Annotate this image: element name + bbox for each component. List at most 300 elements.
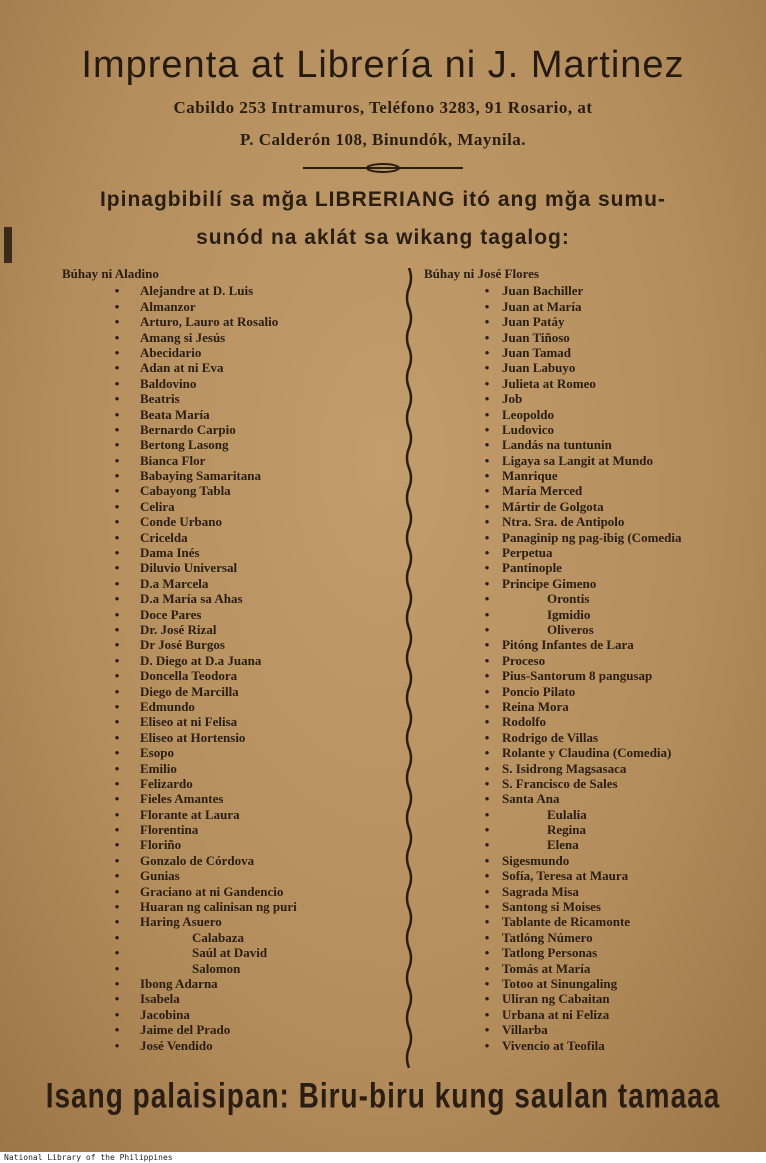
book-title: Jacobina — [140, 1006, 190, 1022]
list-item — [424, 730, 764, 745]
list-item — [62, 1007, 392, 1022]
bullet-icon: • — [114, 391, 120, 407]
book-title: Tatlóng Número — [502, 929, 593, 945]
list-item — [62, 453, 392, 468]
book-title: Saúl at David — [192, 945, 268, 961]
book-title: Tomás at María — [502, 960, 591, 976]
book-title: Cricelda — [140, 529, 188, 545]
list-item — [62, 914, 392, 929]
book-title: Tatlong Personas — [502, 945, 598, 961]
book-title: Alejandre at D. Luis — [140, 283, 254, 299]
list-item — [62, 930, 392, 945]
page-title: Imprenta at Librería ni J. Martinez — [81, 44, 685, 86]
book-title: Bianca Flor — [140, 452, 206, 468]
book-title: Cabayong Tabla — [140, 483, 231, 499]
bullet-icon: • — [114, 775, 120, 791]
footer-motto: Isang palaisipan: Biru-biru kung saulan tamaaa — [45, 1076, 721, 1115]
left-column-header: Búhay ni Aladino — [62, 266, 159, 281]
bullet-icon: • — [114, 1037, 120, 1053]
list-item — [424, 360, 764, 375]
book-title: Pitóng Infantes de Lara — [502, 637, 634, 653]
bullet-icon: • — [484, 344, 490, 360]
bullet-icon: • — [484, 622, 490, 637]
book-title: Juan Bachiller — [502, 283, 584, 299]
list-item — [62, 991, 392, 1006]
bullet-icon: • — [484, 1006, 490, 1022]
list-item — [424, 653, 764, 668]
book-title: Huaran ng calinisan ng puri — [140, 899, 297, 915]
bullet-icon: • — [484, 452, 490, 468]
book-title: Manrique — [502, 468, 558, 484]
list-item — [62, 560, 392, 575]
book-title: Eliseo at Hortensio — [140, 729, 246, 745]
book-title: Job — [502, 391, 523, 407]
list-item — [62, 714, 392, 729]
bullet-icon: • — [114, 483, 120, 499]
book-title: Conde Urbano — [140, 514, 222, 530]
book-title: María Merced — [502, 483, 583, 499]
book-title: Dr. José Rizal — [140, 622, 217, 637]
list-item — [424, 1038, 764, 1053]
book-title: Juan Labuyo — [502, 360, 576, 376]
book-title: Sigesmundo — [502, 852, 570, 868]
book-title: Proceso — [502, 652, 546, 668]
bullet-icon: • — [114, 729, 120, 745]
book-title: Panaginip ng pag-ibig (Comedia — [502, 529, 682, 545]
list-item — [424, 422, 764, 437]
book-title: Salomon — [192, 960, 241, 976]
book-title: Rodrigo de Villas — [502, 729, 599, 745]
bullet-icon: • — [114, 545, 120, 561]
list-item — [424, 914, 764, 929]
book-title: Dama Inés — [140, 545, 200, 561]
bullet-icon: • — [484, 945, 490, 961]
bullet-icon: • — [484, 406, 490, 422]
bullet-icon: • — [114, 452, 120, 468]
bullet-icon: • — [114, 360, 120, 376]
bullet-icon: • — [484, 1037, 490, 1053]
list-item — [424, 560, 764, 575]
book-title: Poncio Pilato — [502, 683, 576, 699]
book-title: Graciano at ni Gandencio — [140, 883, 284, 899]
list-item — [424, 376, 764, 391]
list-item — [424, 314, 764, 329]
book-title: Regina — [547, 822, 586, 838]
list-item — [62, 945, 392, 960]
list-item — [62, 837, 392, 852]
list-item — [62, 391, 392, 406]
bullet-icon: • — [484, 545, 490, 561]
list-item — [424, 283, 764, 298]
bullet-icon: • — [114, 1006, 120, 1022]
bullet-icon: • — [484, 868, 490, 884]
bullet-icon: • — [484, 714, 490, 730]
bullet-icon: • — [114, 683, 120, 699]
list-item — [424, 699, 764, 714]
bullet-icon: • — [114, 498, 120, 514]
book-title: Tablante de Ricamonte — [502, 914, 631, 930]
list-item — [62, 899, 392, 914]
book-title: Ibong Adarna — [140, 975, 218, 991]
list-item — [62, 345, 392, 360]
list-item — [424, 299, 764, 314]
bullet-icon: • — [114, 868, 120, 884]
bullet-icon: • — [484, 314, 490, 330]
book-title: Principe Gimeno — [502, 575, 597, 591]
list-item — [424, 622, 764, 637]
book-title: Sofía, Teresa at Maura — [502, 868, 629, 884]
book-title: Beata María — [140, 406, 210, 422]
bullet-icon: • — [114, 852, 120, 868]
list-item — [62, 745, 392, 760]
list-item — [424, 468, 764, 483]
book-title: Villarba — [502, 1022, 548, 1038]
bullet-icon: • — [114, 298, 120, 314]
list-item — [424, 884, 764, 899]
bullet-icon: • — [484, 391, 490, 407]
bullet-icon: • — [114, 652, 120, 668]
book-title: Beatris — [140, 391, 180, 407]
bullet-icon: • — [484, 529, 490, 545]
list-item — [62, 514, 392, 529]
right-column — [424, 266, 764, 1053]
bullet-icon: • — [484, 560, 490, 576]
bullet-icon: • — [484, 822, 490, 838]
list-item — [62, 961, 392, 976]
book-title: Isabela — [140, 991, 180, 1007]
bullet-icon: • — [114, 591, 120, 607]
list-item — [424, 483, 764, 498]
list-item — [62, 637, 392, 652]
bullet-icon: • — [484, 375, 490, 391]
bullet-icon: • — [484, 991, 490, 1007]
bullet-icon: • — [484, 760, 490, 776]
list-item — [424, 1007, 764, 1022]
book-title: Sagrada Misa — [502, 883, 579, 899]
book-title: D.a María sa Ahas — [140, 591, 243, 607]
bullet-icon: • — [484, 729, 490, 745]
bullet-icon: • — [114, 406, 120, 422]
book-title: Totoo at Sinungaling — [502, 975, 618, 991]
book-title: S. Francisco de Sales — [502, 775, 618, 791]
book-title: Baldovino — [140, 375, 197, 391]
bullet-icon: • — [114, 468, 120, 484]
book-title: Julieta at Romeo — [502, 375, 596, 391]
list-item — [424, 822, 764, 837]
bullet-icon: • — [114, 606, 120, 622]
list-item — [62, 376, 392, 391]
bullet-icon: • — [484, 606, 490, 622]
list-item — [424, 761, 764, 776]
book-title: Calabaza — [192, 929, 244, 945]
list-item — [62, 468, 392, 483]
list-item — [424, 437, 764, 452]
book-title: S. Isidrong Magsasaca — [502, 760, 627, 776]
right-column-header: Búhay ni José Flores — [424, 266, 539, 281]
left-column — [62, 266, 392, 1053]
bullet-icon: • — [484, 852, 490, 868]
list-item — [424, 714, 764, 729]
book-title: Almanzor — [140, 298, 196, 314]
book-title: Adan at ni Eva — [140, 360, 224, 376]
book-title: Gonzalo de Córdova — [140, 852, 255, 868]
bullet-icon: • — [484, 437, 490, 453]
book-title: Doce Pares — [140, 606, 202, 622]
list-item — [62, 884, 392, 899]
bullet-icon: • — [114, 945, 120, 961]
bullet-icon: • — [114, 791, 120, 807]
bullet-icon: • — [114, 329, 120, 345]
list-item — [62, 1022, 392, 1037]
bullet-icon: • — [484, 975, 490, 991]
book-title: D. Diego at D.a Juana — [140, 652, 262, 668]
bullet-icon: • — [484, 745, 490, 761]
book-title: Landás na tuntunin — [502, 437, 612, 453]
list-item — [62, 684, 392, 699]
right-title-list — [424, 283, 764, 1053]
list-item — [424, 837, 764, 852]
bullet-icon: • — [484, 360, 490, 376]
list-item — [62, 622, 392, 637]
list-item — [62, 330, 392, 345]
list-item — [62, 868, 392, 883]
list-item — [424, 345, 764, 360]
book-title: Ligaya sa Langit at Mundo — [502, 452, 653, 468]
book-title: Igmidio — [547, 606, 591, 622]
list-item — [424, 807, 764, 822]
bullet-icon: • — [114, 714, 120, 730]
list-item — [62, 283, 392, 298]
book-title: Diluvio Universal — [140, 560, 238, 576]
book-title: Santong si Moises — [502, 899, 601, 915]
archive-credit: National Library of the Philippines — [4, 1153, 173, 1162]
list-item — [424, 976, 764, 991]
bullet-icon: • — [114, 698, 120, 714]
bullet-icon: • — [484, 698, 490, 714]
list-item — [62, 422, 392, 437]
book-title: Vivencio at Teofila — [502, 1037, 605, 1053]
bullet-icon: • — [484, 899, 490, 915]
list-item — [62, 407, 392, 422]
bullet-icon: • — [484, 837, 490, 853]
list-item — [424, 545, 764, 560]
bullet-icon: • — [114, 575, 120, 591]
address-line-2: P. Calderón 108, Binundók, Maynila. — [239, 130, 527, 149]
list-item — [62, 360, 392, 375]
list-item — [424, 853, 764, 868]
list-item — [62, 807, 392, 822]
list-item — [424, 961, 764, 976]
list-item — [424, 684, 764, 699]
bullet-icon: • — [114, 991, 120, 1007]
bullet-icon: • — [484, 514, 490, 530]
bullet-icon: • — [114, 975, 120, 991]
ornament-divider-icon — [303, 160, 463, 176]
book-title: Mártir de Golgota — [502, 498, 604, 514]
bullet-icon: • — [484, 883, 490, 899]
list-item — [62, 822, 392, 837]
book-title: Fieles Amantes — [140, 791, 224, 807]
book-title: Elena — [547, 837, 579, 853]
bullet-icon: • — [484, 929, 490, 945]
book-title: Juan at María — [502, 298, 582, 314]
list-item — [424, 945, 764, 960]
bullet-icon: • — [114, 421, 120, 437]
bullet-icon: • — [484, 498, 490, 514]
list-item — [424, 591, 764, 606]
list-item — [424, 899, 764, 914]
bullet-icon: • — [484, 683, 490, 699]
list-item — [62, 761, 392, 776]
list-item — [62, 437, 392, 452]
book-title: Felizardo — [140, 775, 193, 791]
book-title: Juan Tiñoso — [502, 329, 570, 345]
bullet-icon: • — [114, 344, 120, 360]
address-line-1: Cabildo 253 Intramuros, Teléfono 3283, 91 Rosario, at — [173, 98, 593, 117]
list-item — [424, 453, 764, 468]
bullet-icon: • — [484, 806, 490, 822]
bullet-icon: • — [114, 806, 120, 822]
bullet-icon: • — [484, 775, 490, 791]
bullet-icon: • — [114, 314, 120, 330]
book-title: Babaying Samaritana — [140, 468, 261, 484]
bullet-icon: • — [484, 483, 490, 499]
book-title: Eulalia — [547, 806, 587, 822]
book-title: D.a Marcela — [140, 575, 209, 591]
list-item — [424, 930, 764, 945]
bullet-icon: • — [484, 914, 490, 930]
list-item — [424, 668, 764, 683]
bullet-icon: • — [484, 575, 490, 591]
bullet-icon: • — [484, 421, 490, 437]
book-title: Leopoldo — [502, 406, 555, 422]
list-item — [424, 407, 764, 422]
list-item — [62, 299, 392, 314]
list-item — [424, 791, 764, 806]
book-title: Emilio — [140, 760, 177, 776]
bullet-icon: • — [114, 960, 120, 976]
bullet-icon: • — [114, 375, 120, 391]
bullet-icon: • — [114, 529, 120, 545]
book-title: Floriño — [140, 837, 182, 853]
list-item — [424, 776, 764, 791]
list-item — [424, 1022, 764, 1037]
bullet-icon: • — [114, 668, 120, 684]
list-item — [424, 991, 764, 1006]
list-item — [62, 668, 392, 683]
intro-line-1: Ipinagbibilí sa mğa LIBRERIANG itó ang mğa sumu- — [99, 188, 667, 211]
bullet-icon: • — [114, 283, 120, 299]
book-title: Haring Asuero — [140, 914, 222, 930]
bullet-icon: • — [114, 622, 120, 637]
bullet-icon: • — [484, 329, 490, 345]
book-title: Amang si Jesús — [140, 329, 226, 345]
bullet-icon: • — [484, 791, 490, 807]
list-item — [424, 391, 764, 406]
bullet-icon: • — [484, 668, 490, 684]
bullet-icon: • — [484, 591, 490, 607]
book-title: Bertong Lasong — [140, 437, 229, 453]
bullet-icon: • — [114, 437, 120, 453]
bullet-icon: • — [484, 1022, 490, 1038]
book-title: Pantinople — [502, 560, 562, 576]
list-item — [62, 591, 392, 606]
list-item — [62, 853, 392, 868]
book-title: Florentina — [140, 822, 199, 838]
book-title: José Vendido — [140, 1037, 213, 1053]
bullet-icon: • — [114, 1022, 120, 1038]
book-title: Florante at Laura — [140, 806, 240, 822]
book-title: Eliseo at ni Felisa — [140, 714, 238, 730]
bullet-icon: • — [114, 914, 120, 930]
list-item — [424, 330, 764, 345]
book-title: Uliran ng Cabaitan — [502, 991, 610, 1007]
book-title: Celira — [140, 498, 175, 514]
bullet-icon: • — [114, 560, 120, 576]
bullet-icon: • — [484, 283, 490, 299]
bullet-icon: • — [114, 637, 120, 653]
list-item — [62, 776, 392, 791]
column-divider-icon — [404, 268, 414, 1068]
book-title: Juan Patáy — [502, 314, 565, 330]
list-item — [62, 576, 392, 591]
book-title: Dr José Burgos — [140, 637, 225, 653]
book-title: Ludovico — [502, 421, 555, 437]
list-item — [424, 745, 764, 760]
book-title: Ntra. Sra. de Antipolo — [502, 514, 625, 530]
book-title: Perpetua — [502, 545, 553, 561]
list-item — [424, 576, 764, 591]
list-item — [62, 314, 392, 329]
list-item — [62, 730, 392, 745]
bullet-icon: • — [114, 899, 120, 915]
list-item — [424, 499, 764, 514]
list-item — [424, 607, 764, 622]
bullet-icon: • — [484, 960, 490, 976]
book-title: Juan Tamad — [502, 344, 572, 360]
list-item — [62, 530, 392, 545]
list-item — [62, 699, 392, 714]
list-item — [62, 483, 392, 498]
list-item — [62, 653, 392, 668]
book-title: Rodolfo — [502, 714, 547, 730]
book-title: Bernardo Carpio — [140, 421, 236, 437]
left-title-list — [62, 283, 392, 1053]
book-title: Gunias — [140, 868, 180, 884]
bullet-icon: • — [114, 745, 120, 761]
book-title: Reina Mora — [502, 698, 569, 714]
bullet-icon: • — [484, 468, 490, 484]
list-item — [424, 514, 764, 529]
list-item — [424, 530, 764, 545]
bullet-icon: • — [114, 929, 120, 945]
book-title: Arturo, Lauro at Rosalio — [140, 314, 279, 330]
book-title: Urbana at ni Feliza — [502, 1006, 610, 1022]
list-item — [62, 976, 392, 991]
list-item — [62, 499, 392, 514]
book-title: Esopo — [140, 745, 174, 761]
book-title: Oliveros — [547, 622, 594, 637]
bullet-icon: • — [484, 298, 490, 314]
list-item — [62, 607, 392, 622]
bullet-icon: • — [114, 760, 120, 776]
bullet-icon: • — [114, 883, 120, 899]
book-title: Orontis — [547, 591, 590, 607]
book-title: Abecidario — [140, 344, 202, 360]
bullet-icon: • — [114, 837, 120, 853]
book-title: Diego de Marcilla — [140, 683, 239, 699]
list-item — [62, 791, 392, 806]
